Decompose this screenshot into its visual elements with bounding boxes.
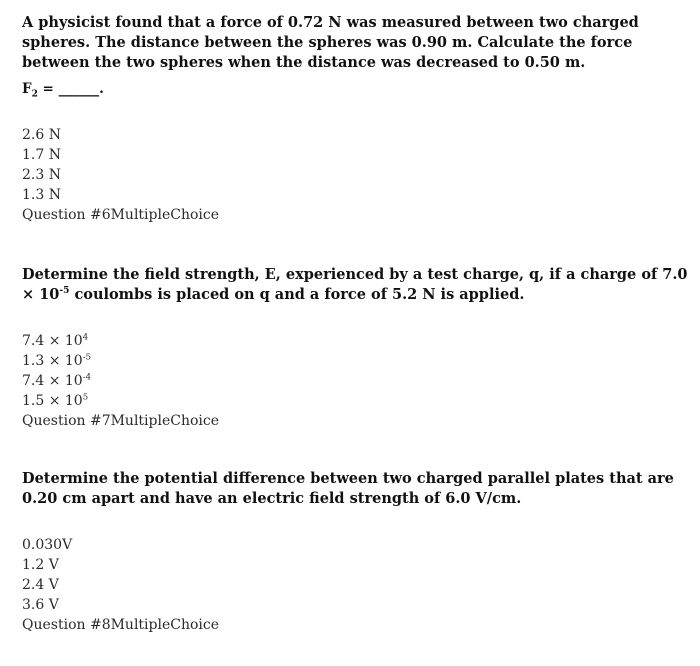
question-number-label: Question #6MultipleChoice <box>22 207 220 223</box>
question-block-potential-difference <box>22 469 700 635</box>
option-base: 7.4 × 10 <box>22 373 83 389</box>
option-exponent: -5 <box>82 352 91 363</box>
answer-option[interactable] <box>22 391 700 411</box>
option-base: 1.3 × 10 <box>22 353 83 369</box>
answer-options <box>22 535 700 615</box>
question-prompt: Determine the potential difference between two charged parallel plates that are 0.20 cm apart and have an electric field strength of 6.0 V/cm. <box>22 470 674 507</box>
blank-subscript: 2 <box>31 89 38 100</box>
answer-option[interactable]: 3.6 V <box>22 597 59 613</box>
blank-suffix: = ______. <box>37 81 104 97</box>
answer-option[interactable]: 1.2 V <box>22 557 59 573</box>
question-number-label: Question #7MultipleChoice <box>22 413 220 429</box>
prompt-text-before: Determine the field strength, E, experienced by a test charge, q, if a charge of 7.0 × 10 <box>22 266 688 303</box>
question-prompt <box>22 265 700 305</box>
question-block-force <box>22 13 700 225</box>
answer-options <box>22 125 700 205</box>
answer-option[interactable]: 2.6 N <box>22 127 61 143</box>
option-base: 7.4 × 10 <box>22 333 83 349</box>
prompt-text-after: coulombs is placed on q and a force of 5.2 N is applied. <box>69 286 525 303</box>
prompt-exponent: -5 <box>59 286 70 297</box>
answer-option[interactable]: 2.3 N <box>22 167 61 183</box>
answer-option[interactable] <box>22 351 700 371</box>
blank-variable: F <box>22 81 32 97</box>
answer-option[interactable]: 0.030V <box>22 537 73 553</box>
answer-option[interactable]: 1.3 N <box>22 187 61 203</box>
answer-options <box>22 331 700 411</box>
option-exponent: -4 <box>82 372 91 383</box>
option-exponent: 4 <box>82 332 89 343</box>
question-block-field-strength <box>22 265 700 431</box>
question-prompt: A physicist found that a force of 0.72 N was measured between two charged spheres. The distance between the spheres was 0.90 m. Calculate the force between the two spheres when the distance was decreased to 0.50 m. <box>22 14 639 71</box>
option-exponent: 5 <box>82 392 89 403</box>
answer-option[interactable]: 1.7 N <box>22 147 61 163</box>
answer-option[interactable] <box>22 371 700 391</box>
answer-option[interactable] <box>22 331 700 351</box>
option-base: 1.5 × 10 <box>22 393 83 409</box>
answer-option[interactable]: 2.4 V <box>22 577 59 593</box>
answer-blank <box>22 79 700 99</box>
question-number-label: Question #8MultipleChoice <box>22 617 220 633</box>
